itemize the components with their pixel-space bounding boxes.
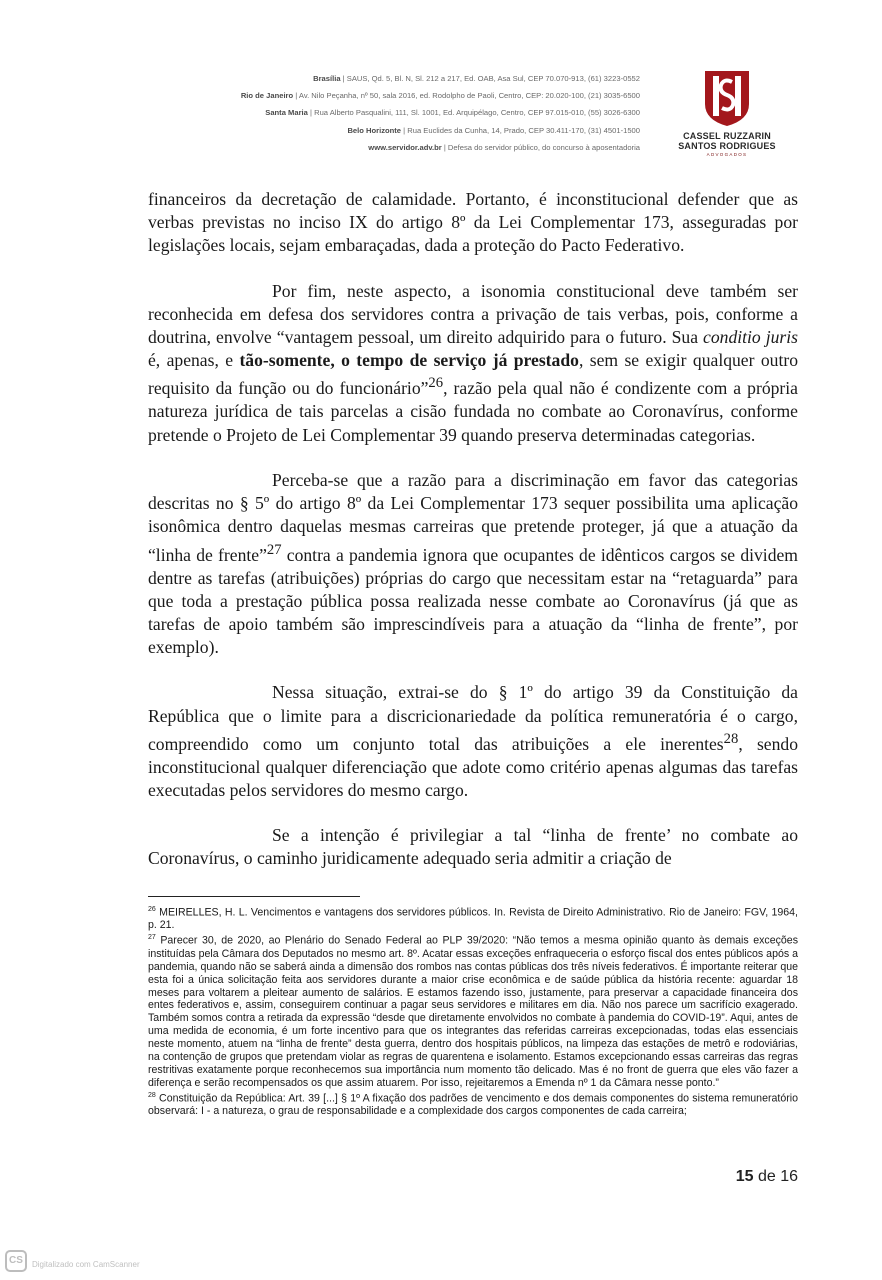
footnote-number: 28	[148, 1091, 156, 1099]
camscanner-icon: CS	[5, 1250, 27, 1272]
paragraph-text: Perceba-se que a razão para a discriminação em favor das categorias descritas no § 5º do artigo 8º da Lei Complementar 173 sequer possibilita uma aplicação isonômica dentro daquelas mesmas carreiras que pretende proteger, já que a atuação da “linha de frente”	[148, 469, 798, 565]
bold-emphasis: tão-somente, o tempo de serviço já prestado	[239, 350, 579, 371]
shield-emblem-icon	[702, 68, 752, 128]
footnote-divider	[148, 896, 360, 897]
footnote-text: MEIRELLES, H. L. Vencimentos e vantagens dos servidores públicos. In. Revista de Direito Administrativo. Rio de Janeiro: FGV, 1964, p. 21.	[148, 906, 798, 932]
document-body	[148, 188, 798, 893]
address-line-website	[150, 139, 640, 156]
footnote-text: Constituição da República: Art. 39 [...] § 1º A fixação dos padrões de vencimento e dos demais componentes do sistema remuneratório observará: I - a natureza, o grau de responsabilidade e a complexidade dos cargos componentes de cada carreira;	[148, 1092, 798, 1118]
paragraph-text: , sendo inconstitucional qualquer diferenciação que adote como critério apenas algumas das tarefas executadas pelos servidores do mesmo cargo.	[148, 733, 799, 801]
paragraph-text: , sem se exigir qualquer outro requisito da função ou do funcionário”	[148, 350, 798, 399]
page-separator: de	[753, 1168, 781, 1185]
firm-name-line2: SANTOS RODRIGUES	[678, 141, 776, 151]
address-text: | SAUS, Qd. 5, Bl. N, Sl. 212 a 217, Ed. OAB, Asa Sul, CEP 70.070-913, (61) 3223-0552	[340, 74, 640, 83]
paragraph-5: Se a intenção é privilegiar a tal “linha de frente’ no combate ao Coronavírus, o caminho juridicamente adequado seria admitir a criação de	[148, 825, 798, 869]
footnote-number: 27	[148, 934, 156, 942]
paragraph-text: , razão pela qual não é condizente com a própria natureza jurídica de tais parcelas a cisão fundada no combate ao Coronavírus, conforme pretende o Projeto de Lei Complementar 39 quando preserva determinadas categorias.	[148, 378, 798, 445]
address-line-rio	[150, 87, 640, 104]
footnote-ref-28: 28	[723, 730, 739, 747]
address-line-brasilia	[150, 70, 640, 87]
website-tagline: | Defesa do servidor público, do concurso à aposentadoria	[441, 142, 640, 152]
paragraph-1: financeiros da decretação de calamidade. Portanto, é inconstitucional defender que as verbas previstas no inciso IX do artigo 8º da Lei Complementar 173, asseguradas por legislações locais, sejam embaraçadas, dada a proteção do Pacto Federativo.	[148, 189, 798, 256]
italic-term: conditio juris	[703, 327, 798, 348]
paragraph-4	[148, 681, 798, 802]
total-pages: 16	[780, 1168, 798, 1185]
current-page: 15	[735, 1168, 754, 1185]
page-number	[650, 1168, 798, 1186]
paragraph-3	[148, 469, 798, 659]
paragraph-2	[148, 280, 798, 447]
footnote-ref-26: 26	[428, 375, 444, 392]
footnote-number: 26	[148, 906, 156, 913]
footnote-27	[148, 932, 798, 1089]
address-line-belo-horizonte	[150, 122, 640, 139]
paragraph-text: contra a pandemia ignora que ocupantes de idênticos cargos se dividem dentre as tarefas (atribuições) próprias do cargo que necessitam estar na “retaguarda” para que toda a prestação pública possa realizada nesse combate ao Coronavírus (já que as tarefas de apoio também são imprescindíveis para a atuação da “linha de frente”, por exemplo).	[148, 544, 798, 658]
footnote-text: Parecer 30, de 2020, ao Plenário do Senado Federal ao PLP 39/2020: “Não temos a mesma opinião quanto às demais exceções instituídas pela Câmara dos Deputados no mesmo art. 8º. Acatar essas exceções enfraqueceria o esforço fiscal dos entes públicos após a pandemia, quando não se saberá ainda a dimensão dos rombos nas contas públicas dos três níveis federativos. É importante reiterar que esta foi a única solicitação feita aos servidores durante a maior crise econômica e de saúde pública da história recente: aguardar 18 meses para voltarem a pleitear aumento de salários. E estamos fazendo isso, justamente, para preservar a capacidade financeira dos entes federativos e, assim, conseguirem continuar a pagar seus servidores e militares em dia. Não nos parece um sacrifício exagerado. Também somos contra a retirada da expressão “desde que diretamente envolvidos no combate à pandemia do COVID-19”. Aqui, antes de uma medida de economia, é um forte incentivo para que os integrantes das referidas carreiras excepcionadas, todas elas essenciais neste momento, atuem na “linha de frente” desta guerra, dentro dos hospitais públicos, na limpeza das estações de metrô e rodoviárias, na contenção de grupos que pretendam violar as regras de quarentena e isolamento. Estamos excepcionando essas carreiras das regras restritivas exatamente porque reconhecemos sua importância num momento tão delicado. Mas é no front de guerra que eles vão fazer a diferença e serão recompensados os que assim atuarem. Por isso, rejeitaremos a Emenda nº 1 da Câmara nesse ponto.”	[148, 934, 798, 1089]
firm-logo	[672, 68, 782, 157]
scanner-watermark: Digitalizado com CamScanner	[32, 1260, 140, 1269]
footnotes	[148, 904, 798, 1118]
paragraph-text: Nessa situação, extrai-se do § 1º do artigo 39 da Constituição da República que o limite para a discricionariedade da política remuneratória é o cargo, compreendido como um conjunto total das atribuições a ele inerentes	[148, 682, 798, 754]
letterhead-addresses	[150, 70, 640, 156]
firm-name-line1: CASSEL RUZZARIN	[683, 131, 771, 141]
address-text: | Rua Euclides da Cunha, 14, Prado, CEP 30.411-170, (31) 4501-1500	[401, 125, 640, 135]
firm-tagline: ADVOGADOS	[706, 152, 748, 157]
paragraph-text: Por fim, neste aspecto, a isonomia constitucional deve também ser reconhecida em defesa dos servidores contra a privação de tais verbas, pois, conforme a doutrina, envolve “vantagem pessoal, um direito adquirido para o futuro. Sua	[148, 280, 798, 348]
address-line-santa-maria	[150, 104, 640, 121]
city-name: Rio de Janeiro	[240, 91, 294, 101]
address-text: | Av. Nilo Peçanha, nº 50, sala 2016, ed. Rodolpho de Paoli, Centro, CEP: 20.020-100, (21) 3035-6500	[293, 91, 640, 101]
footnote-ref-27: 27	[266, 541, 282, 558]
website-link: www.servidor.adv.br	[368, 142, 442, 152]
address-text: | Rua Alberto Pasqualini, 111, Sl. 1001, Ed. Arquipélago, Centro, CEP 97.015-010, (55) 3026-6300	[307, 108, 640, 118]
footnote-26	[148, 904, 798, 932]
footnote-28	[148, 1090, 798, 1118]
city-name: Belo Horizonte	[347, 125, 402, 135]
city-name: Brasília	[313, 74, 341, 83]
city-name: Santa Maria	[265, 108, 308, 118]
paragraph-text: é, apenas, e	[148, 350, 240, 371]
